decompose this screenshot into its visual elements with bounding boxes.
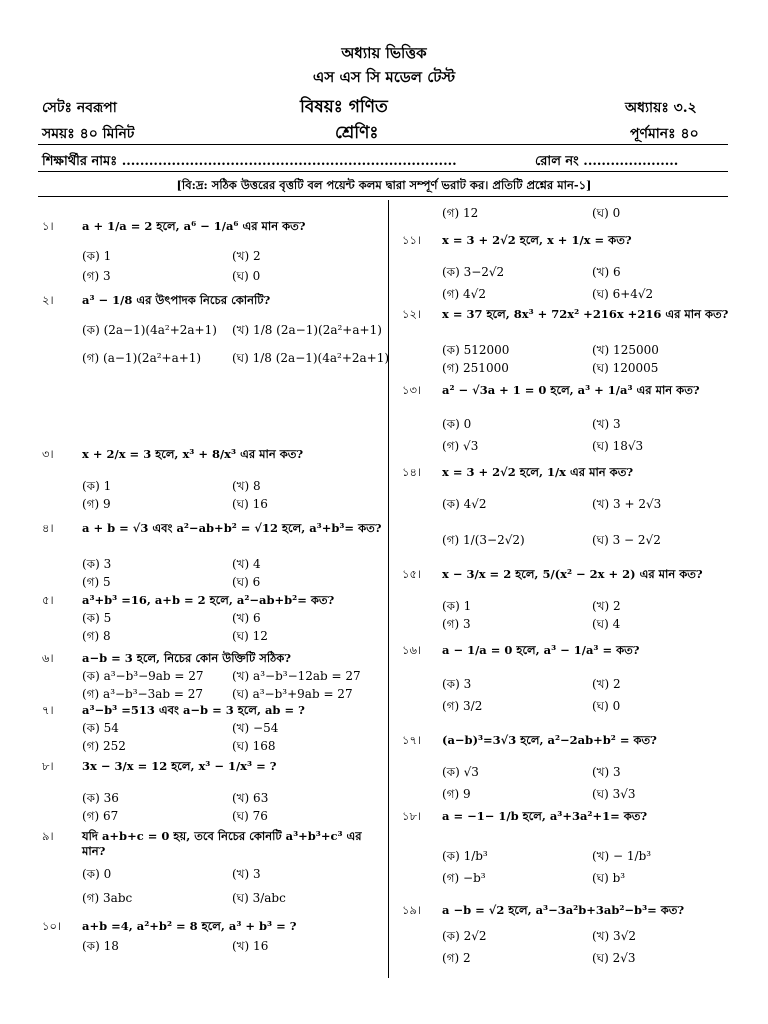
- answer-option[interactable]: (ক) 1: [82, 249, 112, 263]
- answer-option[interactable]: (ঘ) 76: [232, 809, 268, 823]
- name-divider: [38, 171, 728, 172]
- answer-option[interactable]: (ঘ) 1/8 (2a−1)(4a²+2a+1): [232, 351, 390, 365]
- question-number: ৭।: [42, 703, 54, 717]
- subject-label: বিষয়ঃ গণিত: [300, 97, 388, 117]
- question-text: x = 3 + 2√2 হলে, x + 1/x = কত?: [442, 233, 632, 247]
- answer-option[interactable]: (ক) a³−b³−9ab = 27: [82, 669, 204, 683]
- answer-option[interactable]: (গ) (a−1)(2a²+a+1): [82, 351, 202, 365]
- chapter-label: অধ্যায়ঃ ৩.২: [625, 100, 697, 116]
- answer-option[interactable]: (গ) 9: [442, 787, 471, 801]
- answer-option[interactable]: (খ) 4: [232, 557, 261, 571]
- question-number: ১৩।: [402, 383, 422, 397]
- answer-option[interactable]: (গ) −b³: [442, 871, 486, 885]
- answer-option[interactable]: (ঘ) 12: [232, 629, 268, 643]
- question-text: x = 3 + 2√2 হলে, 1/x এর মান কত?: [442, 465, 634, 479]
- answer-option[interactable]: (খ) 3√2: [592, 929, 636, 943]
- question-number: ৪।: [42, 521, 54, 535]
- answer-option[interactable]: (ঘ) 2√3: [592, 951, 636, 965]
- answer-option[interactable]: (ক) 512000: [442, 343, 510, 357]
- answer-option[interactable]: (খ) − 1/b³: [592, 849, 652, 863]
- answer-option[interactable]: (ঘ) 168: [232, 739, 276, 753]
- answer-option[interactable]: (ক) 0: [442, 417, 472, 431]
- question-text: a = −1− 1/b হলে, a³+3a²+1= কত?: [442, 809, 648, 823]
- question-number: ১৭।: [402, 733, 422, 747]
- question-number: ১।: [42, 219, 54, 233]
- question-number: ৫।: [42, 593, 54, 607]
- answer-option[interactable]: (গ) 252: [82, 739, 126, 753]
- answer-option[interactable]: (ঘ) b³: [592, 871, 626, 885]
- answer-option[interactable]: (খ) 3: [592, 417, 621, 431]
- answer-option[interactable]: (ক) 1: [82, 479, 112, 493]
- question-text: a + 1/a = 2 হলে, a⁶ − 1/a⁶ এর মান কত?: [82, 219, 306, 233]
- answer-option[interactable]: (খ) 63: [232, 791, 269, 805]
- answer-option[interactable]: (ঘ) 4: [592, 617, 621, 631]
- answer-option[interactable]: (গ) 8: [82, 629, 111, 643]
- answer-option[interactable]: (ঘ) 3/abc: [232, 891, 286, 905]
- answer-option[interactable]: (খ) 2: [592, 677, 621, 691]
- full-marks-label: পূর্ণমানঃ ৪০: [630, 126, 699, 142]
- question-number: ১১।: [402, 233, 422, 247]
- answer-option[interactable]: (গ) a³−b³−3ab = 27: [82, 687, 204, 701]
- question-text: x − 3/x = 2 হলে, 5/(x² − 2x + 2) এর মান কত?: [442, 567, 703, 581]
- question-number: ১৮।: [402, 809, 422, 823]
- answer-option[interactable]: (ঘ) a³−b³+9ab = 27: [232, 687, 353, 701]
- option-q10-d[interactable]: (ঘ) 0: [592, 206, 621, 220]
- question-number: ১০।: [42, 919, 62, 933]
- question-number: ২।: [42, 293, 54, 307]
- answer-option[interactable]: (খ) 6: [592, 265, 621, 279]
- answer-option[interactable]: (ক) (2a−1)(4a²+2a+1): [82, 323, 217, 337]
- answer-option[interactable]: (ঘ) 3√3: [592, 787, 636, 801]
- question-text: a³ − 1/8 এর উৎপাদক নিচের কোনটি?: [82, 293, 271, 307]
- answer-option[interactable]: (ক) 3: [82, 557, 112, 571]
- answer-option[interactable]: (খ) a³−b³−12ab = 27: [232, 669, 361, 683]
- question-text: (a−b)³=3√3 হলে, a²−2ab+b² = কত?: [442, 733, 657, 747]
- question-text: a+b =4, a²+b² = 8 হলে, a³ + b³ = ?: [82, 919, 297, 933]
- question-number: ৮।: [42, 759, 54, 773]
- heading-model-test: এস এস সি মডেল টেস্ট: [312, 68, 456, 86]
- answer-option[interactable]: (গ) 67: [82, 809, 119, 823]
- answer-option[interactable]: (ঘ) 3 − 2√2: [592, 533, 661, 547]
- question-number: ১৫।: [402, 567, 422, 581]
- question-number: ১৯।: [402, 903, 422, 917]
- answer-option[interactable]: (গ) 3abc: [82, 891, 133, 905]
- column-divider: [388, 200, 389, 978]
- answer-option[interactable]: (ঘ) 0: [232, 269, 261, 283]
- question-text: 3x − 3/x = 12 হলে, x³ − 1/x³ = ?: [82, 759, 277, 773]
- answer-option[interactable]: (খ) 2: [232, 249, 261, 263]
- answer-option[interactable]: (গ) 2: [442, 951, 471, 965]
- answer-option[interactable]: (ক) √3: [442, 765, 479, 779]
- header-divider: [38, 144, 728, 145]
- answer-option[interactable]: (গ) 4√2: [442, 287, 486, 301]
- answer-option[interactable]: (ক) 36: [82, 791, 119, 805]
- answer-option[interactable]: (গ) 3/2: [442, 699, 483, 713]
- answer-option[interactable]: (গ) 9: [82, 497, 111, 511]
- instruction-divider: [38, 196, 728, 197]
- set-label: সেটঃ নবরূপা: [42, 100, 117, 116]
- answer-option[interactable]: (গ) √3: [442, 439, 479, 453]
- answer-option[interactable]: (ক) 18: [82, 939, 119, 953]
- answer-option[interactable]: (ক) 1: [442, 599, 472, 613]
- answer-option[interactable]: (ঘ) 6+4√2: [592, 287, 654, 301]
- answer-option[interactable]: (খ) 6: [232, 611, 261, 625]
- answer-option[interactable]: (খ) 2: [592, 599, 621, 613]
- student-name-field: শিক্ষার্থীর নামঃ ..........................................................................: [42, 154, 457, 169]
- answer-option[interactable]: (ক) 1/b³: [442, 849, 488, 863]
- question-text: a³−b³ =513 এবং a−b = 3 হলে, ab = ?: [82, 703, 305, 717]
- answer-option[interactable]: (ক) 4√2: [442, 497, 487, 511]
- instruction-note: [বি:দ্র: সঠিক উত্তরের বৃত্তটি বল পয়েন্ট কলম দ্বারা সম্পূর্ণ ভরাট কর। প্রতিটি প্রশ্নের মান-১]: [176, 178, 592, 192]
- answer-option[interactable]: (গ) 3: [442, 617, 471, 631]
- question-number: ৯।: [42, 829, 54, 843]
- question-number: ১২।: [402, 307, 422, 321]
- answer-option[interactable]: (ক) 5: [82, 611, 112, 625]
- answer-option[interactable]: (ক) 3−2√2: [442, 265, 505, 279]
- answer-option[interactable]: (গ) 251000: [442, 361, 509, 375]
- answer-option[interactable]: (খ) 16: [232, 939, 269, 953]
- answer-option[interactable]: (খ) 8: [232, 479, 261, 493]
- class-label: শ্রেণিঃ: [335, 123, 379, 143]
- question-text: a² − √3a + 1 = 0 হলে, a³ + 1/a³ এর মান কত?: [442, 383, 700, 397]
- answer-option[interactable]: (ঘ) 120005: [592, 361, 659, 375]
- question-text: a−b = 3 হলে, নিচের কোন উক্তিটি সঠিক?: [82, 651, 292, 665]
- question-number: ১৪।: [402, 465, 422, 479]
- option-q10-c[interactable]: (গ) 12: [442, 206, 479, 220]
- answer-option[interactable]: (ঘ) 18√3: [592, 439, 644, 453]
- answer-option[interactable]: (ঘ) 0: [592, 699, 621, 713]
- answer-option[interactable]: (গ) 1/(3−2√2): [442, 533, 525, 547]
- question-number: ৩।: [42, 447, 54, 461]
- question-number: ১৬।: [402, 643, 422, 657]
- question-text: a −b = √2 হলে, a³−3a²b+3ab²−b³= কত?: [442, 903, 685, 917]
- answer-option[interactable]: (ক) 2√2: [442, 929, 487, 943]
- answer-option[interactable]: (ক) 54: [82, 721, 119, 735]
- question-text: a + b = √3 এবং a²−ab+b² = √12 হলে, a³+b³= কত?: [82, 521, 382, 535]
- answer-option[interactable]: (গ) 3: [82, 269, 111, 283]
- question-text: x + 2/x = 3 হলে, x³ + 8/x³ এর মান কত?: [82, 447, 304, 461]
- answer-option[interactable]: (খ) 3: [592, 765, 621, 779]
- answer-option[interactable]: (খ) 3 + 2√3: [592, 497, 662, 511]
- answer-option[interactable]: (খ) 1/8 (2a−1)(2a²+a+1): [232, 323, 382, 337]
- question-number: ৬।: [42, 651, 54, 665]
- answer-option[interactable]: (ঘ) 6: [232, 575, 261, 589]
- question-text: যদি a+b+c = 0 হয়, তবে নিচের কোনটি a³+b³+c³ এর মান?: [82, 829, 362, 858]
- heading-chapter-based: অধ্যায় ভিত্তিক: [341, 44, 427, 62]
- answer-option[interactable]: (ক) 0: [82, 867, 112, 881]
- answer-option[interactable]: (ক) 3: [442, 677, 472, 691]
- roll-number-field: রোল নং .....................: [535, 154, 679, 169]
- answer-option[interactable]: (ঘ) 16: [232, 497, 268, 511]
- time-label: সময়ঃ ৪০ মিনিট: [42, 126, 135, 142]
- question-text: x = 37 হলে, 8x³ + 72x² +216x +216 এর মান কত?: [442, 307, 729, 321]
- answer-option[interactable]: (গ) 5: [82, 575, 111, 589]
- question-text: a³+b³ =16, a+b = 2 হলে, a²−ab+b²= কত?: [82, 593, 335, 607]
- answer-option[interactable]: (খ) −54: [232, 721, 279, 735]
- answer-option[interactable]: (খ) 3: [232, 867, 261, 881]
- question-text: a − 1/a = 0 হলে, a³ − 1/a³ = কত?: [442, 643, 640, 657]
- answer-option[interactable]: (খ) 125000: [592, 343, 659, 357]
